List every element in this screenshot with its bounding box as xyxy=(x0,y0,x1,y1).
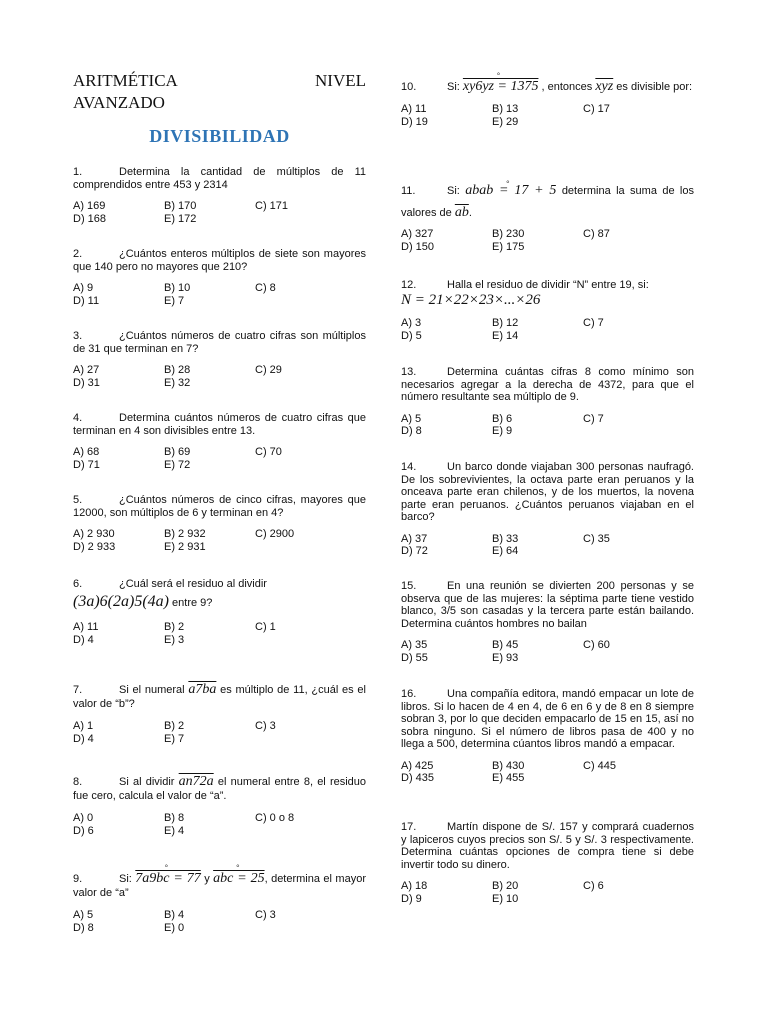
option-b[interactable]: B) 13 xyxy=(492,103,519,115)
question-text: Determina la cantidad de múltiplos de 11 comprendidos entre 453 y 2314 xyxy=(73,166,366,191)
option-b[interactable]: B) 2 932 xyxy=(164,528,206,540)
option-e[interactable]: E) 7 xyxy=(164,294,185,307)
question-text: Si: xyxy=(447,185,460,197)
option-b[interactable]: B) 10 xyxy=(164,282,191,294)
question-text: ¿Cuál será el residuo al dividir xyxy=(119,578,267,590)
option-d[interactable]: D) 6 xyxy=(73,824,94,837)
option-c[interactable]: C) 2900 xyxy=(255,528,295,540)
option-d[interactable]: D) 4 xyxy=(73,732,94,745)
option-a[interactable]: A) 2 930 xyxy=(73,528,115,540)
question-text: En una reunión se divierten 200 personas y se observa que de las mujeres: la séptima parte tiene vestido blanco, 3/5 son casadas y la tercera parte están bailando. Determina cuántos hombres no bailan xyxy=(401,580,694,630)
question-text-3: . xyxy=(468,207,472,219)
question-number: 13. xyxy=(401,366,417,378)
question-6 xyxy=(73,576,366,646)
option-b[interactable]: B) 6 xyxy=(492,412,513,425)
question-text: Si al dividir xyxy=(119,776,175,788)
math-expression: an72a xyxy=(178,774,214,789)
option-e[interactable]: E) 175 xyxy=(492,240,525,253)
option-a[interactable]: A) 9 xyxy=(73,282,94,294)
option-d[interactable]: D) 5 xyxy=(401,329,422,342)
question-text-2: , entonces xyxy=(541,81,593,93)
option-b[interactable]: B) 4 xyxy=(164,909,185,921)
option-d[interactable]: D) 31 xyxy=(73,376,100,389)
question-17 xyxy=(401,821,694,905)
option-e[interactable]: E) 2 931 xyxy=(164,540,206,553)
question-text: Determina cuántas cifras 8 como mínimo son necesarios agregar a la derecha de 4372, para que el número resultante sea múltiplo de 9. xyxy=(401,366,694,403)
question-text: Si el numeral xyxy=(119,684,185,696)
level-value: AVANZADO xyxy=(73,93,165,112)
option-e[interactable]: E) 7 xyxy=(164,732,185,745)
option-c[interactable]: C) 3 xyxy=(255,909,276,921)
question-4 xyxy=(73,412,366,471)
math-expression: N = 21×22×23×...×26 xyxy=(401,292,541,308)
question-number: 16. xyxy=(401,688,417,700)
option-a[interactable]: A) 1 xyxy=(73,720,94,732)
question-number: 2. xyxy=(73,248,83,260)
question-5 xyxy=(73,494,366,553)
option-c[interactable]: C) 171 xyxy=(255,200,289,212)
level-label: NIVEL xyxy=(315,71,366,90)
question-7 xyxy=(73,683,366,745)
option-a[interactable]: A) 425 xyxy=(401,759,434,772)
option-a[interactable]: A) 169 xyxy=(73,200,106,212)
course-title: ARITMÉTICA xyxy=(73,71,178,90)
question-number: 1. xyxy=(73,166,83,178)
question-number: 8. xyxy=(73,776,83,788)
option-e[interactable]: E) 172 xyxy=(164,212,197,225)
math-expression-2: $\overline{ab}$ xyxy=(454,205,469,220)
option-a[interactable]: A) 5 xyxy=(73,909,94,921)
math-expression-2: abc = 25 ° xyxy=(213,871,264,886)
option-b[interactable]: B) 430 xyxy=(492,759,525,772)
option-e[interactable]: E) 32 xyxy=(164,376,191,389)
question-number: 12. xyxy=(401,279,417,291)
option-e[interactable]: E) 455 xyxy=(492,772,525,784)
option-a[interactable]: A) 18 xyxy=(401,880,428,892)
question-number: 14. xyxy=(401,461,417,473)
option-c[interactable]: C) 60 xyxy=(583,639,610,651)
topic-title: DIVISIBILIDAD xyxy=(149,126,290,146)
question-text: Si: xyxy=(447,81,460,93)
option-e[interactable]: E) 93 xyxy=(492,651,519,664)
option-c[interactable]: C) 0 o 8 xyxy=(255,812,295,824)
question-text: Halla el residuo de dividir “N” entre 19, si: xyxy=(447,279,649,291)
option-e[interactable]: E) 29 xyxy=(492,115,519,128)
option-c[interactable]: C) 445 xyxy=(583,759,617,772)
math-expression: xy6yz = 1375 ° xyxy=(463,79,539,94)
option-c[interactable]: C) 70 xyxy=(255,446,282,458)
question-12 xyxy=(401,278,694,342)
question-number: 15. xyxy=(401,580,417,592)
option-a[interactable]: A) 327 xyxy=(401,228,434,240)
question-text-3: , determina el mayor valor de “a” xyxy=(73,873,366,899)
option-b[interactable]: B) 12 xyxy=(492,317,519,329)
option-c[interactable]: C) 87 xyxy=(583,228,610,240)
option-d[interactable]: D) 55 xyxy=(401,651,428,664)
option-c[interactable]: C) 1 xyxy=(255,621,276,633)
option-b[interactable]: B) 2 xyxy=(164,621,185,633)
question-text: Martín dispone de S/. 157 y comprará cuadernos y lapiceros cuyos precios son S/. 5 y S/. 3 respectivamente. Determina cuántas opciones de compra tiene si debe invertir todo su dinero. xyxy=(401,821,694,871)
option-e[interactable]: E) 14 xyxy=(492,329,519,342)
option-e[interactable]: E) 64 xyxy=(492,545,519,557)
option-b[interactable]: B) 69 xyxy=(164,446,191,458)
option-d[interactable]: D) 168 xyxy=(73,212,107,225)
question-text-2: es múltiplo de 11, ¿cuál es el valor de “b”? xyxy=(73,684,366,710)
option-b[interactable]: B) 45 xyxy=(492,639,519,651)
math-expression: a7ba xyxy=(188,682,217,697)
option-b[interactable]: B) 2 xyxy=(164,720,185,732)
question-2 xyxy=(73,248,366,307)
option-d[interactable]: D) 71 xyxy=(73,458,100,471)
option-c[interactable]: C) 8 xyxy=(255,282,276,294)
question-11 xyxy=(401,180,694,253)
question-number: 3. xyxy=(73,330,83,342)
question-9 xyxy=(73,872,366,934)
question-text-2: el numeral entre 8, el residuo fue cero, calcula el valor de “a”. xyxy=(73,776,367,802)
option-d[interactable]: D) 72 xyxy=(401,545,428,557)
option-b[interactable]: B) 230 xyxy=(492,228,525,240)
option-e[interactable]: E) 72 xyxy=(164,458,191,471)
option-a[interactable]: A) 3 xyxy=(401,317,422,329)
option-e[interactable]: E) 9 xyxy=(492,425,513,437)
question-14 xyxy=(401,461,694,558)
question-number: 7. xyxy=(73,684,83,696)
option-c[interactable]: C) 6 xyxy=(583,880,604,892)
option-d[interactable]: D) 4 xyxy=(73,633,94,646)
question-number: 4. xyxy=(73,412,83,424)
option-a[interactable]: A) 37 xyxy=(401,532,428,545)
option-c[interactable]: C) 7 xyxy=(583,317,604,329)
document-header xyxy=(73,70,366,114)
option-a[interactable]: A) 27 xyxy=(73,364,100,376)
option-c[interactable]: C) 3 xyxy=(255,720,276,732)
option-c[interactable]: C) 35 xyxy=(583,532,610,545)
option-d[interactable]: D) 11 xyxy=(73,294,100,307)
option-d[interactable]: D) 8 xyxy=(73,921,94,934)
question-text: Determina cuántos números de cuatro cifras que terminan en 4 son divisibles entre 13. xyxy=(73,412,366,437)
question-3 xyxy=(73,330,366,389)
option-b[interactable]: B) 170 xyxy=(164,200,197,212)
question-text-3: es divisible por: xyxy=(616,81,693,93)
option-a[interactable]: A) 68 xyxy=(73,446,100,458)
option-d[interactable]: D) 9 xyxy=(401,892,422,905)
question-text-2: entre 9? xyxy=(172,597,213,609)
math-expression: (3a)6(2a)5(4a) xyxy=(73,593,169,610)
question-number: 9. xyxy=(73,873,83,885)
option-a[interactable]: A) 35 xyxy=(401,639,428,651)
question-text-2: determina la suma de los valores de xyxy=(401,185,694,219)
question-text-2: y xyxy=(204,873,210,885)
option-e[interactable]: E) 3 xyxy=(164,633,185,646)
question-number: 17. xyxy=(401,821,417,833)
question-number: 6. xyxy=(73,578,83,590)
option-a[interactable]: A) 5 xyxy=(401,412,422,425)
option-b[interactable]: B) 8 xyxy=(164,812,185,824)
option-b[interactable]: B) 33 xyxy=(492,532,519,545)
question-15 xyxy=(401,580,694,664)
question-text: Un barco donde viajaban 300 personas naufragó. De los sobrevivientes, la octava parte eran peruanos y la onceava parte eran chilenos, y de los muertos, la novena parte eran peruanos. ¿Cuántos peruanos viajaban en el barco? xyxy=(401,461,694,523)
option-c[interactable]: C) 29 xyxy=(255,364,282,376)
option-d[interactable]: D) 435 xyxy=(401,772,435,784)
option-a[interactable]: A) 0 xyxy=(73,812,94,824)
option-d[interactable]: D) 19 xyxy=(401,115,428,128)
option-d[interactable]: D) 150 xyxy=(401,240,435,253)
option-e[interactable]: E) 4 xyxy=(164,824,185,837)
question-text: ¿Cuántos números de cuatro cifras son múltiplos de 31 que terminan en 7? xyxy=(73,330,366,355)
question-text: ¿Cuántos números de cinco cifras, mayores que 12000, son múltiplos de 6 y terminan en 4? xyxy=(73,494,366,519)
option-a[interactable]: A) 11 xyxy=(73,621,99,633)
option-d[interactable]: D) 2 933 xyxy=(73,540,116,553)
math-expression: abab = 17 + 5 ° xyxy=(465,183,556,198)
math-expression: 7a9bc = 77 ° xyxy=(135,871,200,886)
option-b[interactable]: B) 20 xyxy=(492,880,519,892)
question-text: Una compañía editora, mandó empacar un lote de libros. Si lo hacen de 4 en 4, de 6 en 6 y de 8 en 8 siempre sobran 3, por lo que deciden empacarlo de 15 en 15, así no sobra ninguno. Si el número de libros pasa de 400 y no llega a 500, determina cúantos libros mandó a empacar. xyxy=(401,688,694,750)
option-a[interactable]: A) 11 xyxy=(401,103,427,115)
option-e[interactable]: E) 0 xyxy=(164,921,185,934)
option-e[interactable]: E) 10 xyxy=(492,892,519,905)
question-text: Si: xyxy=(119,873,132,885)
question-text: ¿Cuántos enteros múltiplos de siete son mayores que 140 pero no mayores que 210? xyxy=(73,248,366,273)
question-number: 5. xyxy=(73,494,83,506)
option-c[interactable]: C) 7 xyxy=(583,412,604,425)
question-1 xyxy=(73,166,366,225)
option-d[interactable]: D) 8 xyxy=(401,425,422,437)
question-number: 11. xyxy=(401,185,416,197)
question-number: 10. xyxy=(401,81,417,93)
question-10 xyxy=(401,80,694,128)
question-13 xyxy=(401,366,694,438)
option-b[interactable]: B) 28 xyxy=(164,364,191,376)
math-expression-2: $\overline{xyz}$ xyxy=(595,79,614,94)
question-8 xyxy=(73,775,366,837)
question-16 xyxy=(401,688,694,785)
option-c[interactable]: C) 17 xyxy=(583,103,610,115)
